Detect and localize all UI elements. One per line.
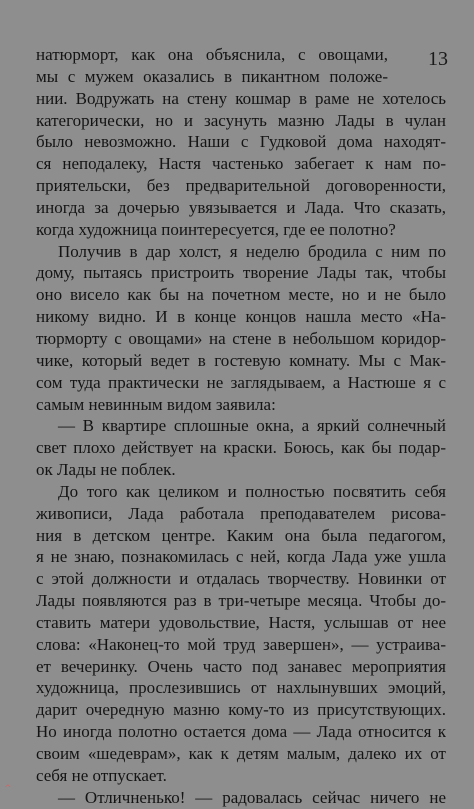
text-line: — Отличненько! — радовалась сейчас ничего не bbox=[58, 787, 446, 807]
text-line: ставить матери удовольствие, Настя, услышав от нее bbox=[36, 612, 446, 632]
text-line: оно висело как бы на почетном месте, но и не было bbox=[36, 285, 446, 305]
text-line: натюрморт, как она объяснила, с овощами, bbox=[36, 45, 388, 64]
text-line: ок Лады не поблек. bbox=[36, 460, 176, 480]
text-line: свет плохо действует на краски. Боюсь, как бы подар- bbox=[36, 438, 446, 458]
text-line: никому видно. И в конце концов нашла место «На- bbox=[36, 307, 446, 327]
text-line: Лады появляются раз в три-четыре месяца. Чтобы до- bbox=[36, 591, 446, 611]
text-line: чике, который ведет в гостевую комнату. Мы с Мак- bbox=[36, 350, 446, 370]
text-line: ния в детском центре. Каким она была педагогом, bbox=[36, 525, 446, 545]
text-line: когда художница поинтересуется, где ее полотно? bbox=[36, 219, 396, 239]
text-line: — В квартире сплошные окна, а яркий солнечный bbox=[58, 416, 446, 436]
text-line: живописи, Лада работала преподавателем рисова- bbox=[36, 503, 446, 523]
page-number: 13 bbox=[428, 48, 448, 70]
text-line: Но иногда полотно остается дома — Лада относится к bbox=[36, 722, 446, 742]
text-line: До того как целиком и полностью посвятить себя bbox=[58, 481, 446, 501]
text-line: дому, пытаясь пристроить творение Лады так, чтобы bbox=[36, 263, 446, 283]
text-line: тюрморту с овощами» на стене в небольшом коридор- bbox=[36, 328, 446, 348]
text-line: самым невинным видом заявила: bbox=[36, 394, 276, 414]
corner-mark: ^ bbox=[4, 784, 12, 794]
text-line: ся неподалеку, Настя частенько забегает к нам по- bbox=[36, 154, 446, 174]
text-line: приятельски, без предварительной договоренности, bbox=[36, 176, 446, 196]
text-line: иногда за дочерью увязывается и Лада. Что сказать, bbox=[36, 197, 446, 217]
text-line: слова: «Наконец-то мой труд завершен», — устраива- bbox=[36, 634, 446, 654]
text-line: ет вечеринку. Очень часто под занавес мероприятия bbox=[36, 656, 446, 676]
text-line: с этой должности и отдалась творчеству. Новинки от bbox=[36, 569, 446, 589]
text-line: художница, прослезившись от нахлынувших эмоций, bbox=[36, 678, 446, 698]
text-line: мы с мужем оказались в пикантном положе- bbox=[36, 66, 388, 86]
text-line: нии. Водружать на стену кошмар в раме не хотелось bbox=[36, 88, 446, 108]
text-line: я не знаю, познакомилась с ней, когда Лада уже ушла bbox=[36, 547, 446, 567]
text-line: своим «шедеврам», как к детям малым, далеко их от bbox=[36, 744, 446, 763]
text-line: сом туда практически не заглядываем, а Настюше я с bbox=[36, 372, 446, 392]
text-line: дарит очередную мазню кому-то из присутствующих. bbox=[36, 700, 446, 720]
text-line: категорически, но и засунуть мазню Лады в чулан bbox=[36, 110, 446, 130]
text-line: Получив в дар холст, я неделю бродила с ним по bbox=[58, 241, 446, 261]
text-line: себя не отпускает. bbox=[36, 765, 167, 785]
body-text bbox=[36, 44, 446, 809]
text-line: было невозможно. Наши с Гудковой дома находят- bbox=[36, 132, 446, 152]
